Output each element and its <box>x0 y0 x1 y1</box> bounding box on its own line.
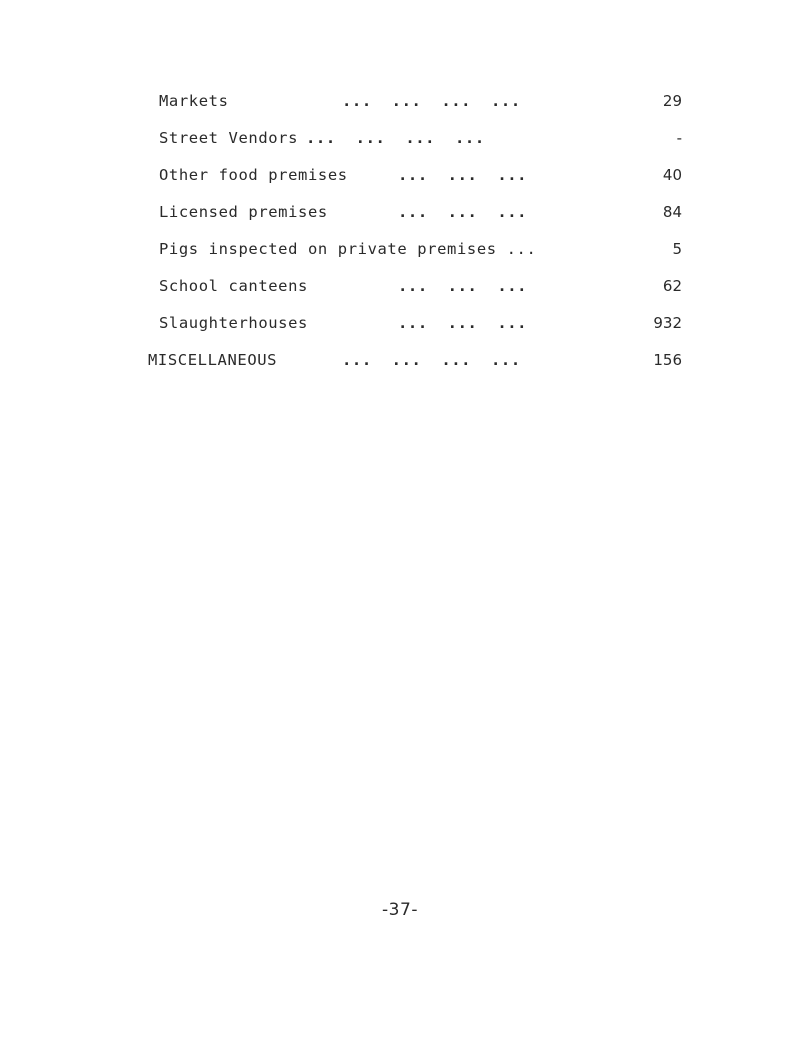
dot-leader: ... ... ... ... <box>342 92 521 110</box>
row-label: Pigs inspected on private premises ... <box>159 240 537 258</box>
table-row <box>0 86 800 116</box>
row-value: 5 <box>672 240 682 258</box>
row-label: Slaughterhouses <box>159 314 308 332</box>
row-label: Licensed premises <box>159 203 328 221</box>
row-value: 62 <box>662 277 682 295</box>
table-row <box>0 234 800 264</box>
dot-leader: ... ... ... <box>398 277 528 295</box>
row-value: - <box>676 129 682 147</box>
row-value: 29 <box>662 92 682 110</box>
row-label: Markets <box>159 92 229 110</box>
table-row <box>0 123 800 153</box>
dot-leader: ... ... ... <box>398 166 528 184</box>
dot-leader: ... ... ... ... <box>342 351 521 369</box>
row-label: Street Vendors <box>159 129 299 147</box>
row-label: Other food premises <box>159 166 348 184</box>
row-value: 932 <box>653 314 682 332</box>
table-row <box>0 197 800 227</box>
row-label: MISCELLANEOUS <box>148 351 278 369</box>
table-row <box>0 271 800 301</box>
row-label: School canteens <box>159 277 308 295</box>
row-value: 84 <box>662 203 682 221</box>
row-value: 40 <box>662 166 682 184</box>
table-row <box>0 308 800 338</box>
page-number: -37- <box>382 900 418 920</box>
table-row <box>0 160 800 190</box>
dot-leader: ... ... ... ... <box>306 129 485 147</box>
dot-leader: ... ... ... <box>398 203 528 221</box>
row-value: 156 <box>653 351 682 369</box>
dot-leader: ... ... ... <box>398 314 528 332</box>
table-row <box>0 345 800 375</box>
